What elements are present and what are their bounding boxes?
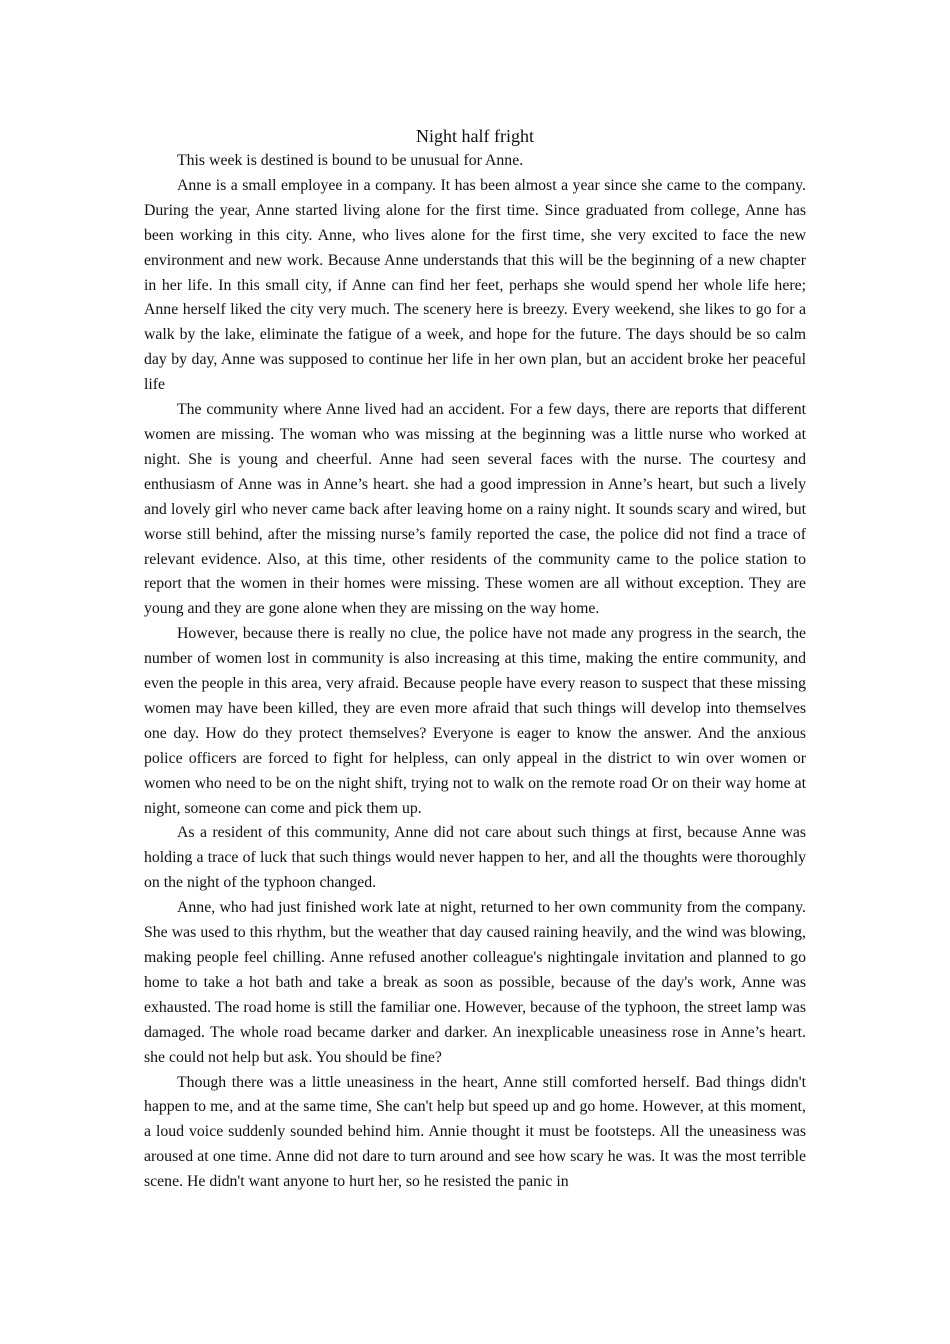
paragraph-2: Anne is a small employee in a company. It has been almost a year since she came to the company. During the year, Anne started living alone for the first time. Since graduated from college, Anne has been working in this city. Anne, who lives alone for the first time, she very excited to face the new environment and new work. Because Anne understands that this will be the beginning of a new chapter in her life. In this small city, if Anne can find her feet, perhaps she would spend her whole life here; Anne herself liked the city very much. The scenery here is breezy. Every weekend, she likes to go for a walk by the lake, eliminate the fatigue of a week, and hope for the future. The days should be so calm day by day, Anne was supposed to continue her life in her own plan, but an accident broke her peaceful life [144, 176, 806, 394]
paragraph-7: Though there was a little uneasiness in the heart, Anne still comforted herself. Bad things didn't happen to me, and at the same time, She can't help but speed up and go home. However, at this moment, a loud voice suddenly sounded behind him. Annie thought it must be footsteps. All the uneasiness was aroused at one time. Anne did not dare to turn around and see how scary he was. It was the most terrible scene. He didn't want anyone to hurt her, so he resisted the panic in [144, 1073, 806, 1191]
document-body [144, 123, 806, 1195]
paragraph-4: However, because there is really no clue, the police have not made any progress in the search, the number of women lost in community is also increasing at this time, making the entire community, and even the people in this area, very afraid. Because people have every reason to suspect that these missing women may have been killed, they are even more afraid that such things will develop into themselves one day. How do they protect themselves? Everyone is eager to know the answer. And the anxious police officers are forced to fight for helpless, can only appeal in the district to win over women or women who need to be on the night shift, trying not to walk on the remote road Or on their way home at night, someone can come and pick them up. [144, 625, 806, 817]
paragraph-3: The community where Anne lived had an accident. For a few days, there are reports that different women are missing. The woman who was missing at the beginning was a little nurse who worked at night. She is young and cheerful. Anne had seen several faces with the nurse. The courtesy and enthusiasm of Anne was in Anne’s heart. she had a good impression in Anne’s heart, but such a lively and lovely girl who never came back after leaving home on a rainy night. It sounds scary and wired, but worse still behind, after the missing nurse’s family reported the case, the police did not find a trace of relevant evidence. Also, at this time, other residents of the community came to the police station to report that the women in their homes were missing. These women are all without exception. They are young and they are gone alone when they are missing on the way home. [144, 401, 806, 618]
paragraph-1: This week is destined is bound to be unusual for Anne. [177, 152, 524, 169]
paragraph-6: Anne, who had just finished work late at night, returned to her own community from the company. She was used to this rhythm, but the weather that day caused raining heavily, and the wind was blowing, making people feel chilling. Anne refused another colleague's nightingale invitation and planned to go home to take a hot bath and take a break as soon as possible, because of the day's work, Anne was exhausted. The road home is still the familiar one. However, because of the typhoon, the street lamp was damaged. The whole road became darker and darker. An inexplicable uneasiness rose in Anne’s heart. she could not help but ask. You should be fine? [144, 899, 806, 1066]
paragraph-5: As a resident of this community, Anne did not care about such things at first, because Anne was holding a trace of luck that such things would never happen to her, and all the thoughts were thoroughly on the night of the typhoon changed. [144, 824, 806, 892]
document-title: Night half fright [416, 126, 534, 146]
